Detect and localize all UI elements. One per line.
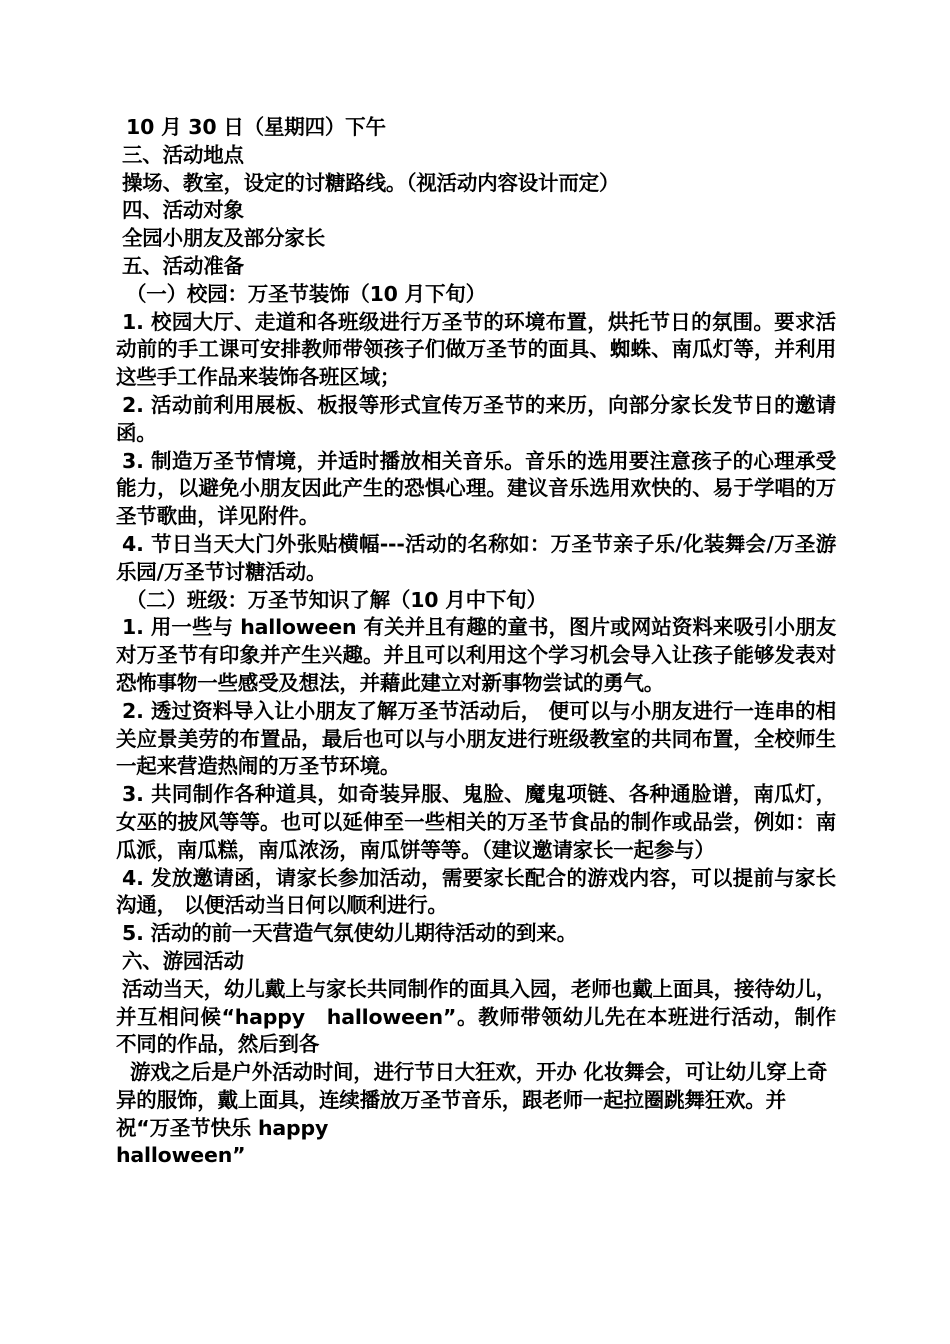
document-body xyxy=(116,114,836,1170)
class-item-5: 5. 活动的前一天营造气氛使幼儿期待活动的到来。 xyxy=(122,921,577,946)
class-item-1: 1. 用一些与 halloween 有关并且有趣的童书，图片或网站资料来吸引小朋友对万圣节有印象并产生兴趣。并且可以利用这个学习机会导入让孩子能够发表对恐怖事物一些感受及想法，并藉此建立对新事物尝试的勇气。 xyxy=(116,615,836,695)
garden-paragraph-3: halloween” xyxy=(116,1143,246,1168)
class-item-4: 4. 发放邀请函，请家长参加活动，需要家长配合的游戏内容，可以提前与家长沟通， 以便活动当日何以顺利进行。 xyxy=(116,865,836,918)
date-line: 10 月 30 日（星期四）下午 xyxy=(126,115,386,139)
school-item-2: 2. 活动前利用展板、板报等形式宣传万圣节的来历，向部分家长发节日的邀请函。 xyxy=(116,392,836,445)
school-item-3: 3. 制造万圣节情境，并适时播放相关音乐。音乐的选用要注意孩子的心理承受能力，以避免小朋友因此产生的恐惧心理。建议音乐选用欢快的、易于学唱的万圣节歌曲，详见附件。 xyxy=(116,448,836,529)
subheading-school: （一）校园：万圣节装饰（10 月下旬） xyxy=(126,281,486,306)
garden-paragraph-2: 游戏之后是户外活动时间，进行节日大狂欢，开办 化妆舞会，可让幼儿穿上奇异的服饰，戴上面具，连续播放万圣节音乐，跟老师一起拉圈跳舞狂欢。并祝“万圣节快乐 happy xyxy=(116,1060,828,1140)
class-item-2: 2. 透过资料导入让小朋友了解万圣节活动后， 便可以与小朋友进行一连串的相关应景美劳的布置品，最后也可以与小朋友进行班级教室的共同布置，全校师生一起来营造热闹的万圣节环境。 xyxy=(116,698,836,779)
class-item-3: 3. 共同制作各种道具，如奇装异服、鬼脸、魔鬼项链、各种通脸谱，南瓜灯，女巫的披风等等。也可以延伸至一些相关的万圣节食品的制作或品尝，例如：南瓜派，南瓜糕，南瓜浓汤，南瓜饼等等。（建议邀请家长一起参与） xyxy=(116,782,836,862)
heading-garden: 六、游园活动 xyxy=(122,948,244,973)
heading-location: 三、活动地点 xyxy=(122,142,244,167)
location-text: 操场、教室，设定的讨糖路线。（视活动内容设计而定） xyxy=(122,170,620,195)
school-item-4: 4. 节日当天大门外张贴横幅---活动的名称如：万圣节亲子乐/化装舞会/万圣游乐园/万圣节讨糖活动。 xyxy=(116,531,836,584)
subheading-class: （二）班级：万圣节知识了解（10 月中下旬） xyxy=(126,587,547,612)
school-item-1: 1. 校园大厅、走道和各班级进行万圣节的环境布置，烘托节日的氛围。要求活动前的手工课可安排教师带领孩子们做万圣节的面具、蜘蛛、南瓜灯等，并利用这些手工作品来装饰各班区域； xyxy=(116,309,836,390)
heading-target: 四、活动对象 xyxy=(122,198,244,223)
target-text: 全园小朋友及部分家长 xyxy=(122,226,325,251)
heading-prep: 五、活动准备 xyxy=(122,253,244,278)
garden-paragraph-1: 活动当天，幼儿戴上与家长共同制作的面具入园，老师也戴上面具，接待幼儿，并互相问候“happy halloween”。教师带领幼儿先在本班进行活动，制作不同的作品，然后到各 xyxy=(116,976,836,1057)
